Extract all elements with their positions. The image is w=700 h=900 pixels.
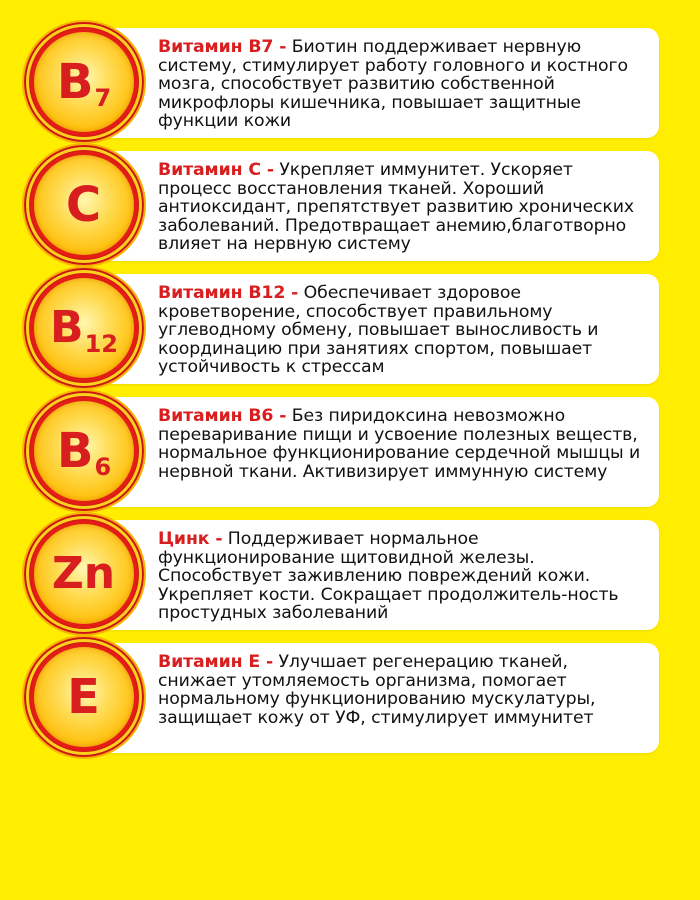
vitamin-b6-card [92,397,659,507]
vitamin-e-card [92,643,659,753]
vitamin-e-description [158,653,647,727]
zinc-symbol: Zn [51,548,116,599]
vitamin-b12-description [158,284,647,377]
zinc-text: Поддерживает нормальное функционирование щитовидной железы. Способствует заживлению повреждений кожи. Укрепляет кости. Сокращает продолжитель-ность простудных заболеваний [158,529,619,623]
vitamin-c-description [158,161,647,254]
vitamin-b12-badge [24,268,144,388]
vitamin-b12-symbol: B 12 [50,302,118,358]
vitamin-b6-text: Без пиридоксина невозможно переваривание пищи и усвоение полезных веществ, нормальное функционирование сердечной мышцы и нервной ткани. Активизирует иммунную систему [158,406,641,482]
vitamin-c-badge [24,145,144,265]
zinc-card [92,520,659,630]
vitamin-b7-name: Витамин B7 - [158,37,287,57]
vitamin-e-name: Витамин Е - [158,652,274,672]
vitamin-b6-symbol: B 6 [56,423,112,481]
vitamin-b7-description [158,38,647,131]
vitamin-b7-badge [24,22,144,142]
vitamin-b12-text: Обеспечивает здоровое кроветворение, способствует правильному углеводному обмену, повышает выносливость и координацию при занятиях спортом, повышает устойчивость к стрессам [158,283,599,377]
vitamin-e-item [0,643,700,755]
vitamin-c-name: Витамин С - [158,160,274,180]
vitamin-b7-item [0,28,700,140]
vitamin-b12-card [92,274,659,384]
vitamin-c-text: Укрепляет иммунитет. Ускоряет процесс восстановления тканей. Хороший антиоксидант, препятствует развитию хронических заболеваний. Предотвращает анемию,благотворно влияет на нервную систему [158,160,634,254]
vitamin-b12-item [0,274,700,386]
vitamin-b6-badge [24,391,144,511]
vitamin-c-item [0,151,700,263]
vitamin-b12-name: Витамин B12 - [158,283,299,303]
zinc-name: Цинк - [158,529,223,549]
vitamin-b7-card [92,28,659,138]
zinc-item [0,520,700,632]
vitamin-b7-symbol: B 7 [56,54,112,112]
vitamin-b6-item [0,397,700,509]
zinc-description [158,530,647,623]
vitamin-c-card [92,151,659,261]
vitamin-e-text: Улучшает регенерацию тканей, снижает утомляемость организма, помогает нормальному функционированию мускулатуры, защищает кожу от УФ, стимулирует иммунитет [158,652,596,728]
zinc-badge [24,514,144,634]
vitamin-e-badge [24,637,144,757]
vitamin-e-symbol: E [67,669,100,725]
vitamin-b6-name: Витамин B6 - [158,406,287,426]
vitamin-c-symbol: C [65,177,102,233]
vitamin-b7-text: Биотин поддерживает нервную систему, стимулирует работу головного и костного мозга, способствует развитию собственной микрофлоры кишечника, повышает защитные функции кожи [158,37,628,131]
vitamin-b6-description [158,407,647,481]
